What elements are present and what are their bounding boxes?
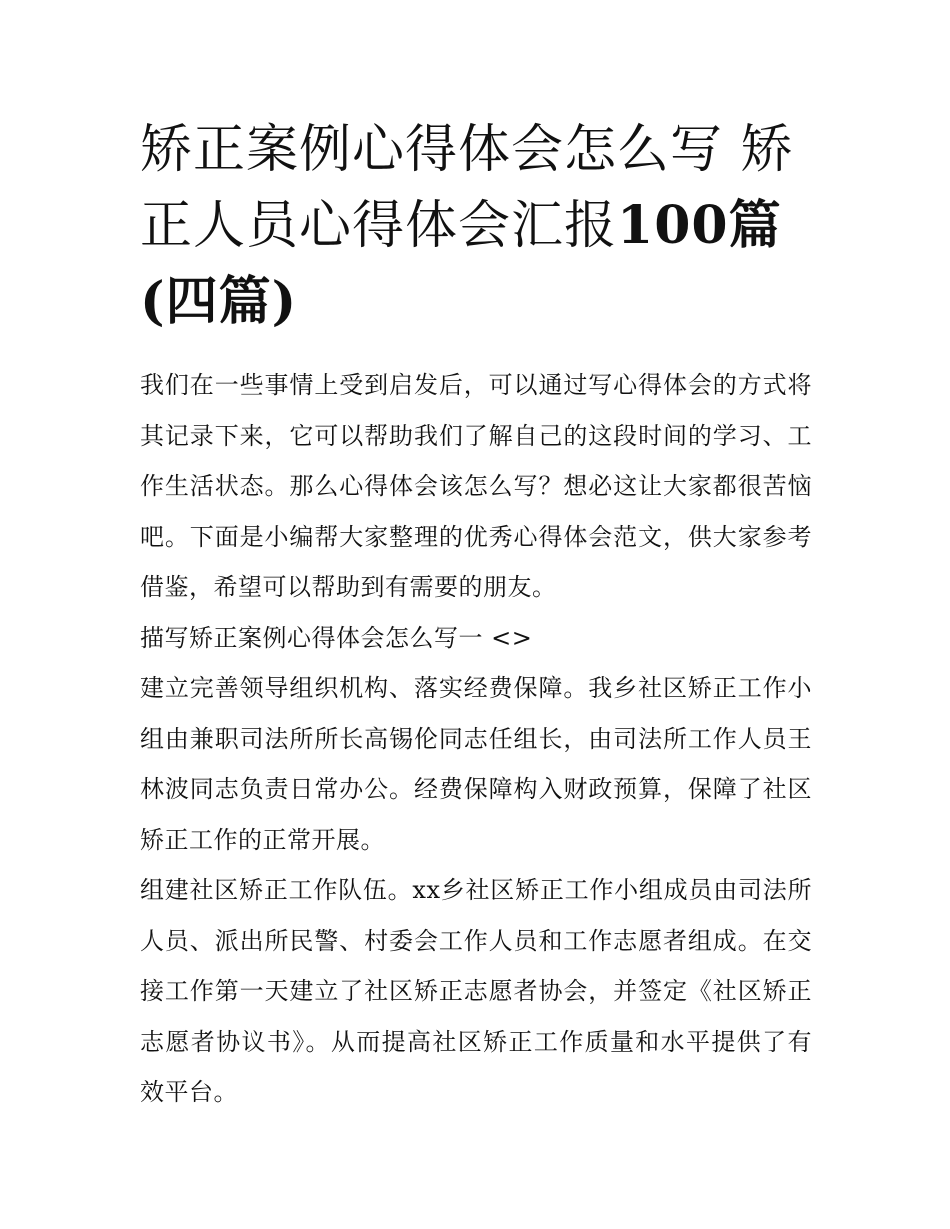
document-body xyxy=(140,360,812,1118)
intro-paragraph: 我们在一些事情上受到启发后，可以通过写心得体会的方式将其记录下来，它可以帮助我们了解自己的这段时间的学习、工作生活状态。那么心得体会该怎么写？想必这让大家都很苦恼吧。下面是小编帮大家整理的优秀心得体会范文，供大家参考借鉴，希望可以帮助到有需要的朋友。 xyxy=(140,371,812,601)
document-title xyxy=(140,112,812,340)
title-text-part-1: 矫正案例心得体会怎么写 矫正人员心得体会汇报 xyxy=(140,120,794,256)
document-page xyxy=(140,112,812,1118)
paragraph-team: 组建社区矫正工作队伍。xx乡社区矫正工作小组成员由司法所人员、派出所民警、村委会工作人员和工作志愿者组成。在交接工作第一天建立了社区矫正志愿者协会，并签定《社区矫正志愿者协议书》。从而提高社区矫正工作质量和水平提供了有效平台。 xyxy=(140,876,812,1106)
section-heading: 描写矫正案例心得体会怎么写一 <> xyxy=(140,623,533,652)
title-text-part-2: 篇(四篇) xyxy=(140,195,782,332)
title-number: 100 xyxy=(617,195,729,256)
paragraph-leadership: 建立完善领导组织机构、落实经费保障。我乡社区矫正工作小组由兼职司法所所长高锡伦同志任组长，由司法所工作人员王林波同志负责日常办公。经费保障构入财政预算，保障了社区矫正工作的正常开展。 xyxy=(140,674,812,854)
